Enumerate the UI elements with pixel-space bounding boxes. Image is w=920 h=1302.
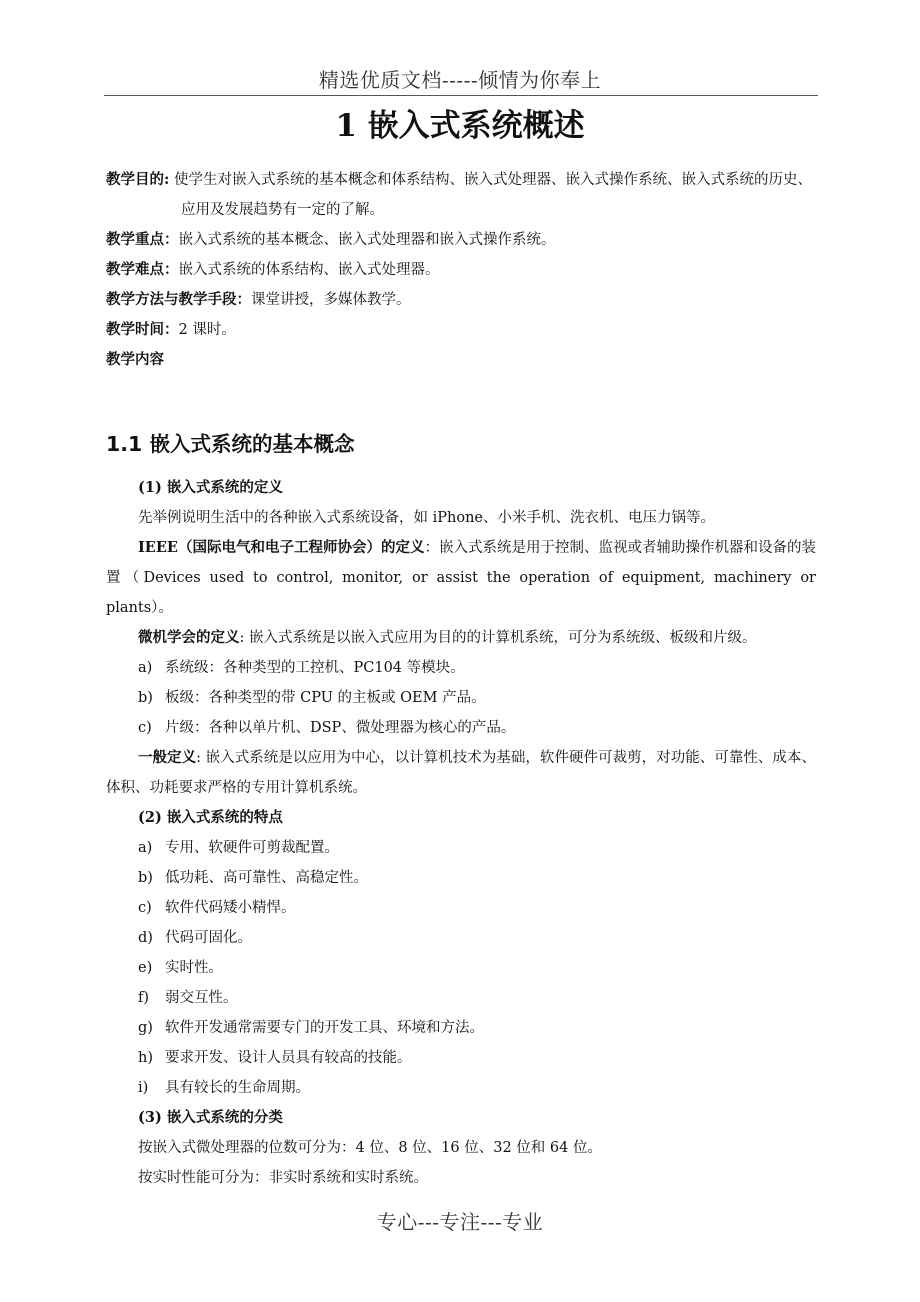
ieee-definition-text: ：嵌入式系统是用于控制、监视或者辅助操作机器和设备的装置（Devices used to control, monitor, or assist the operation of equipment, machinery or plants）。	[106, 540, 817, 616]
teaching-time-label: 教学时间：	[106, 321, 179, 338]
list-item-label: d)	[138, 930, 153, 946]
list-item-label: a)	[138, 660, 153, 676]
teaching-goal-text: 使学生对嵌入式系统的基本概念和体系结构、嵌入式处理器、嵌入式操作系统、嵌入式系统的历史、应用及发展趋势有一定的了解。	[169, 172, 812, 218]
teaching-method	[106, 285, 816, 315]
list-item	[106, 983, 816, 1013]
teaching-content-label: 教学内容	[106, 351, 164, 368]
list-item-text: 弱交互性。	[165, 990, 238, 1006]
teaching-focus-label: 教学重点：	[106, 231, 179, 248]
teaching-focus-text: 嵌入式系统的基本概念、嵌入式处理器和嵌入式操作系统。	[178, 232, 556, 248]
list-item-label: c)	[138, 720, 152, 736]
list-item-text: 具有较长的生命周期。	[165, 1080, 310, 1096]
list-item	[106, 953, 816, 983]
list-item-text: 专用、软硬件可剪裁配置。	[165, 840, 339, 856]
teaching-time-text: 2 课时。	[178, 322, 236, 338]
teaching-difficulty	[106, 255, 816, 285]
teaching-goal	[106, 165, 816, 225]
list-item	[106, 893, 816, 923]
list-item-label: b)	[138, 870, 153, 886]
subsection-definition: (1) 嵌入式系统的定义	[138, 479, 283, 496]
list-item	[106, 923, 816, 953]
chapter-title: 1 嵌入式系统概述	[335, 108, 585, 144]
micro-definition-text: : 嵌入式系统是以嵌入式应用为目的的计算机系统，可分为系统级、板级和片级。	[239, 630, 757, 646]
general-definition-text: : 嵌入式系统是以应用为中心，以计算机技术为基础，软件硬件可裁剪，对功能、可靠性、成本、体积、功耗要求严格的专用计算机系统。	[106, 750, 817, 796]
ieee-definition-label: IEEE（国际电气和电子工程师协会）的定义	[138, 539, 425, 556]
page-footer: 专心---专注---专业	[376, 1210, 544, 1234]
teaching-method-label: 教学方法与教学手段：	[106, 291, 251, 308]
document-body	[106, 165, 816, 1193]
section-heading: 1.1 嵌入式系统的基本概念	[106, 432, 355, 456]
list-item-text: 片级：各种以单片机、DSP、微处理器为核心的产品。	[165, 720, 516, 736]
list-item	[106, 683, 816, 713]
list-item-label: f)	[138, 990, 150, 1006]
list-item	[106, 1013, 816, 1043]
list-item-label: i)	[138, 1080, 149, 1096]
list-item-text: 代码可固化。	[165, 930, 252, 946]
teaching-time	[106, 315, 816, 345]
teaching-method-text: 课堂讲授，多媒体教学。	[251, 292, 411, 308]
teaching-difficulty-text: 嵌入式系统的体系结构、嵌入式处理器。	[178, 262, 440, 278]
list-item-text: 低功耗、高可靠性、高稳定性。	[165, 870, 368, 886]
list-item-label: h)	[138, 1050, 153, 1066]
subsection-features: (2) 嵌入式系统的特点	[138, 809, 283, 826]
teaching-difficulty-label: 教学难点：	[106, 261, 179, 278]
list-item-text: 软件开发通常需要专门的开发工具、环境和方法。	[165, 1020, 484, 1036]
list-item	[106, 1043, 816, 1073]
list-item-text: 系统级：各种类型的工控机、PC104 等模块。	[165, 660, 465, 676]
header-divider	[104, 95, 818, 96]
page-header: 精选优质文档-----倾情为你奉上	[318, 68, 602, 92]
general-definition	[106, 743, 816, 803]
list-item-text: 要求开发、设计人员具有较高的技能。	[165, 1050, 412, 1066]
ieee-definition	[106, 533, 816, 623]
list-item-label: g)	[138, 1020, 153, 1036]
list-item-text: 实时性。	[165, 960, 223, 976]
micro-definition	[106, 623, 816, 653]
list-item	[106, 863, 816, 893]
list-item	[106, 1073, 816, 1103]
teaching-focus	[106, 225, 816, 255]
list-item-label: c)	[138, 900, 152, 916]
list-item-text: 软件代码矮小精悍。	[165, 900, 296, 916]
list-item	[106, 833, 816, 863]
general-definition-label: 一般定义	[138, 749, 197, 766]
teaching-goal-label: 教学目的:	[106, 171, 170, 188]
example-paragraph: 先举例说明生活中的各种嵌入式系统设备，如 iPhone、小米手机、洗衣机、电压力锅等。	[138, 510, 715, 526]
list-item	[106, 713, 816, 743]
list-item	[106, 653, 816, 683]
classification-by-realtime: 按实时性能可分为：非实时系统和实时系统。	[138, 1170, 428, 1186]
list-item-label: b)	[138, 690, 153, 706]
subsection-classification: (3) 嵌入式系统的分类	[138, 1109, 283, 1126]
list-item-label: e)	[138, 960, 153, 976]
classification-by-bits: 按嵌入式微处理器的位数可分为：4 位、8 位、16 位、32 位和 64 位。	[138, 1140, 602, 1156]
list-item-text: 板级：各种类型的带 CPU 的主板或 OEM 产品。	[165, 690, 486, 706]
micro-definition-label: 微机学会的定义	[138, 629, 240, 646]
list-item-label: a)	[138, 840, 153, 856]
